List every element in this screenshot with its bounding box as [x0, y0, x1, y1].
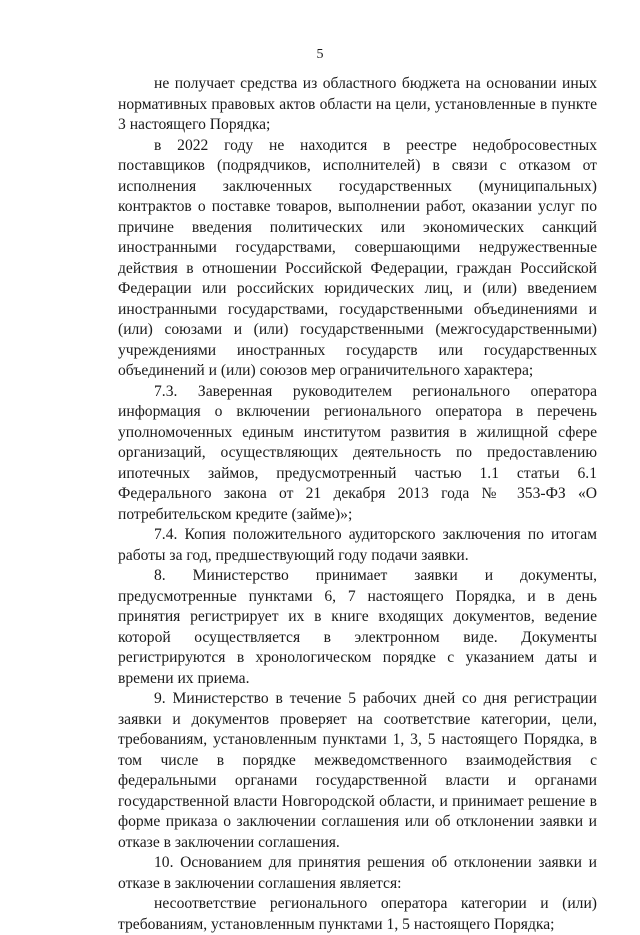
paragraph-7-3: 7.3. Заверенная руководителем регионального оператора информация о включении регионального оператора в перечень уполномоченных единым институтом развития в жилищной сфере организаций, осуществляющих деятельность по предоставлению ипотечных займов, предусмотренный частью 1.1 статьи 6.1 Федерального закона от 21 декабря 2013 года № 353-ФЗ «О потребительском кредите (займе)»;: [118, 382, 597, 523]
paragraph-not-receiving-funds: не получает средства из областного бюджета на основании иных нормативных правовых актов области на цели, установленные в пункте 3 настоящего Порядка;: [118, 75, 597, 133]
document-body: [118, 74, 597, 935]
paragraph-10: 10. Основанием для принятия решения об отклонении заявки и отказе в заключении соглашения является:: [118, 854, 597, 892]
page-number: 5: [316, 47, 324, 62]
paragraph-7-4: 7.4. Копия положительного аудиторского заключения по итогам работы за год, предшествующий году подачи заявки.: [118, 526, 597, 564]
paragraph-mismatch-category: несоответствие регионального оператора категории и (или) требованиям, установленным пунктами 1, 5 настоящего Порядка;: [118, 895, 597, 933]
paragraph-9: 9. Министерство в течение 5 рабочих дней со дня регистрации заявки и документов проверяет на соответствие категории, цели, требованиям, установленным пунктами 1, 3, 5 настоящего Порядка, в том числе в порядке межведомственного взаимодействия с федеральными органами государственной власти и органами государственной власти Новгородской области, и принимает решение в форме приказа о заключении соглашения или об отклонении заявки и отказе в заключении соглашения.: [118, 690, 597, 851]
paragraph-8: 8. Министерство принимает заявки и документы, предусмотренные пунктами 6, 7 настоящего Порядка, и в день принятия регистрирует их в книге входящих документов, ведение которой осуществляется в электронном виде. Документы регистрируются в хронологическом порядке с указанием даты и времени их приема.: [118, 567, 597, 687]
paragraph-unreliable-suppliers-registry: в 2022 году не находится в реестре недобросовестных поставщиков (подрядчиков, исполнителей) в связи с отказом от исполнения заключенных государственных (муниципальных) контрактов о поставке товаров, выполнении работ, оказании услуг по причине введения политических или экономических санкций иностранными государствами, совершающими недружественные действия в отношении Российской Федерации, граждан Российской Федерации или российских юридических лиц, и (или) введением иностранными государствами, государственными объединениями и (или) союзами и (или) государственными (межгосударственными) учреждениями иностранных государств или государственных объединений и (или) союзов мер ограничительного характера;: [118, 136, 597, 379]
